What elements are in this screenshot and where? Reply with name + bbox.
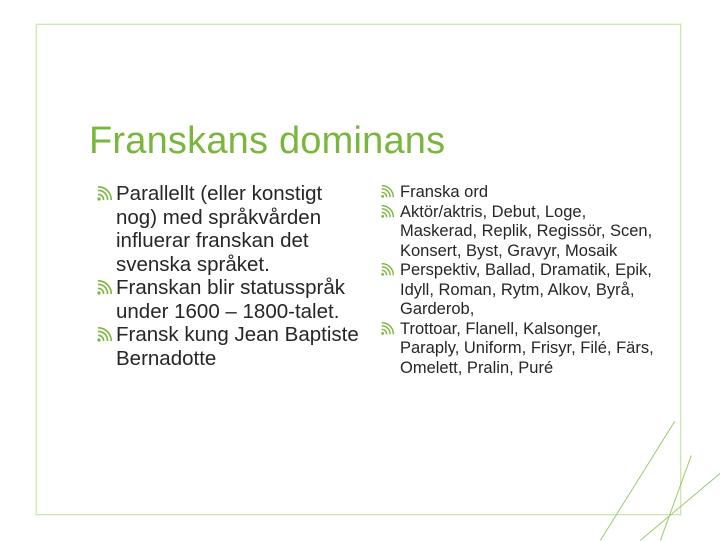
- wifi-arc-bullet-icon: [380, 205, 394, 219]
- wifi-arc-bullet-icon: [380, 263, 394, 277]
- wifi-arc-bullet-icon: [380, 322, 394, 336]
- bullet-text: Parallellt (eller konstigt nog) med språkvården influerar franskan det svenska språket.: [116, 182, 323, 276]
- wifi-arc-bullet-icon: [380, 185, 394, 199]
- bullet-text: Fransk kung Jean Baptiste Bernadotte: [116, 323, 359, 370]
- bullet-text: Aktör/aktris, Debut, Loge, Maskerad, Replik, Regissör, Scen, Konsert, Byst, Gravyr, Mosaik: [400, 202, 653, 260]
- left-bullet-item: [96, 182, 361, 276]
- right-bullet-item: [380, 203, 665, 262]
- right-bullet-item: [380, 320, 665, 379]
- right-bullet-item: [380, 261, 665, 320]
- left-bullet-item: [96, 323, 361, 370]
- bullet-text: Perspektiv, Ballad, Dramatik, Epik, Idyll, Roman, Rytm, Alkov, Byrå, Garderob,: [400, 261, 652, 318]
- right-bullet-item: [380, 183, 665, 203]
- wifi-arc-bullet-icon: [96, 186, 112, 202]
- slide-title: Franskans dominans: [89, 120, 446, 162]
- bullet-text: Trottoar, Flanell, Kalsonger, Paraply, Uniform, Frisyr, Filé, Färs, Omelett, Pralin, Puré: [400, 319, 654, 377]
- bullet-text: Franskan blir statusspråk under 1600 – 1800-talet.: [116, 276, 346, 323]
- wifi-arc-bullet-icon: [96, 280, 112, 296]
- right-bullet-list: [380, 183, 665, 378]
- wifi-arc-bullet-icon: [96, 327, 112, 343]
- left-bullet-item: [96, 276, 361, 323]
- bullet-text: Franska ord: [400, 183, 489, 201]
- left-bullet-list: [96, 182, 361, 370]
